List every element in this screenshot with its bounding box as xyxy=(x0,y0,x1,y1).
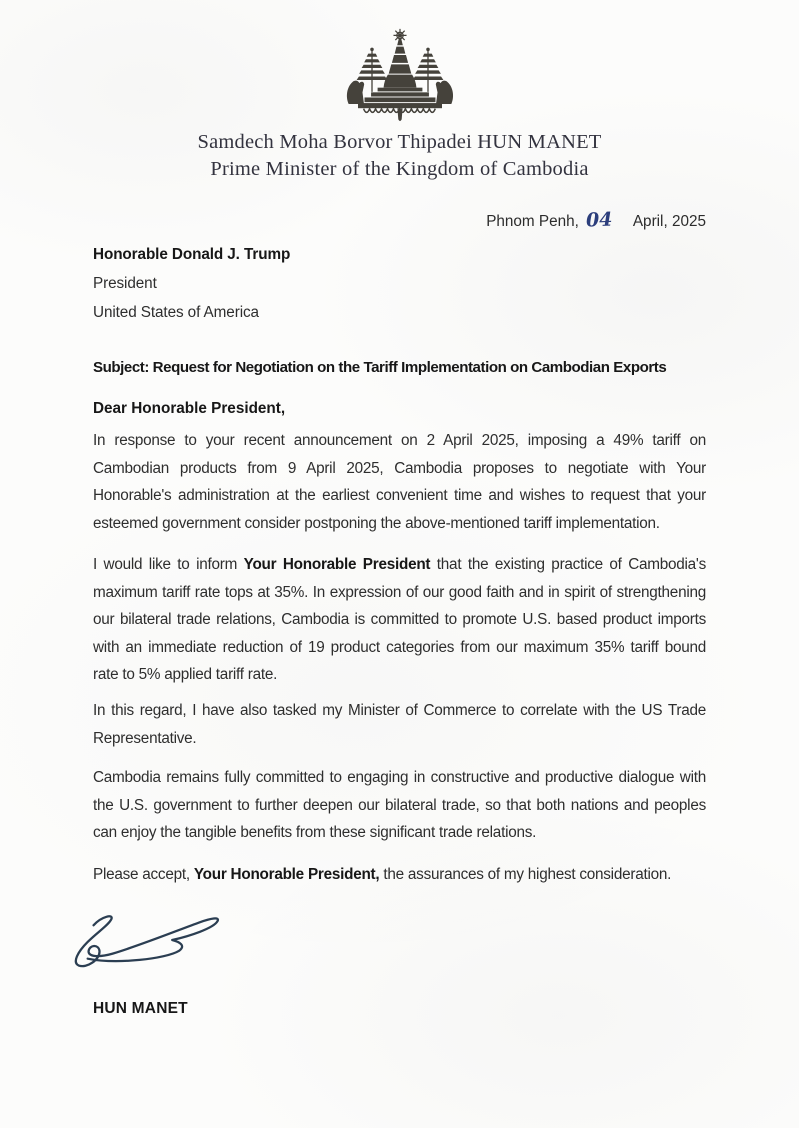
royal-arms-of-cambodia-icon xyxy=(344,24,456,128)
recipient-name: Honorable Donald J. Trump xyxy=(93,246,291,263)
paragraph-2-text-cont: that the existing practice of Cambodia's maximum tariff rate tops at 35%. In expression of our good faith and in spirit of strengthening our bilateral trade relations, Cambodia is committed to promote U.S. based product imports with an immediate reduction of 19 product categories from our maximum 35% tariff bound rate to 5% applied tariff rate. xyxy=(93,556,706,683)
dateline-place: Phnom Penh, xyxy=(486,213,579,230)
sender-name: Samdech Moha Borvor Thipadei HUN MANET xyxy=(197,131,602,153)
signature-ink xyxy=(68,908,240,974)
paragraph-2-text: I would like to inform xyxy=(93,556,244,573)
dateline-day-handwritten: 04 xyxy=(585,208,613,232)
paragraph-1: In response to your recent announcement on 2 April 2025, imposing a 49% tariff on Cambodian products from 9 April 2025, Cambodia proposes to negotiate with Your Honorable's administration at the earliest convenient time and wishes to request that your esteemed government consider postponing the above-mentioned tariff implementation. xyxy=(93,432,706,532)
subject-line: Subject: Request for Negotiation on the Tariff Implementation on Cambodian Exports xyxy=(93,359,667,376)
recipient-title: President xyxy=(93,275,157,292)
closing-text-cont: the assurances of my highest consideration. xyxy=(379,866,672,883)
paragraph-2-bold-phrase: Your Honorable President xyxy=(243,556,431,573)
dateline xyxy=(93,209,706,231)
paragraph-3: In this regard, I have also tasked my Minister of Commerce to correlate with the US Trade Representative. xyxy=(93,702,706,747)
recipient-country: United States of America xyxy=(93,304,259,321)
closing-bold-phrase: Your Honorable President, xyxy=(193,866,380,883)
signer-name: HUN MANET xyxy=(93,1000,188,1017)
closing-text: Please accept, xyxy=(93,866,194,883)
closing-line xyxy=(93,861,706,889)
salutation: Dear Honorable President, xyxy=(93,400,286,417)
paragraph-4: Cambodia remains fully committed to engaging in constructive and productive dialogue with the U.S. government to further deepen our bilateral trade, so that both nations and peoples can enjoy the tangible benefits from these significant trade relations. xyxy=(93,769,706,841)
dateline-month-year: April, 2025 xyxy=(632,213,706,230)
paragraph-2 xyxy=(93,551,706,689)
sender-title: Prime Minister of the Kingdom of Cambodia xyxy=(210,158,589,180)
